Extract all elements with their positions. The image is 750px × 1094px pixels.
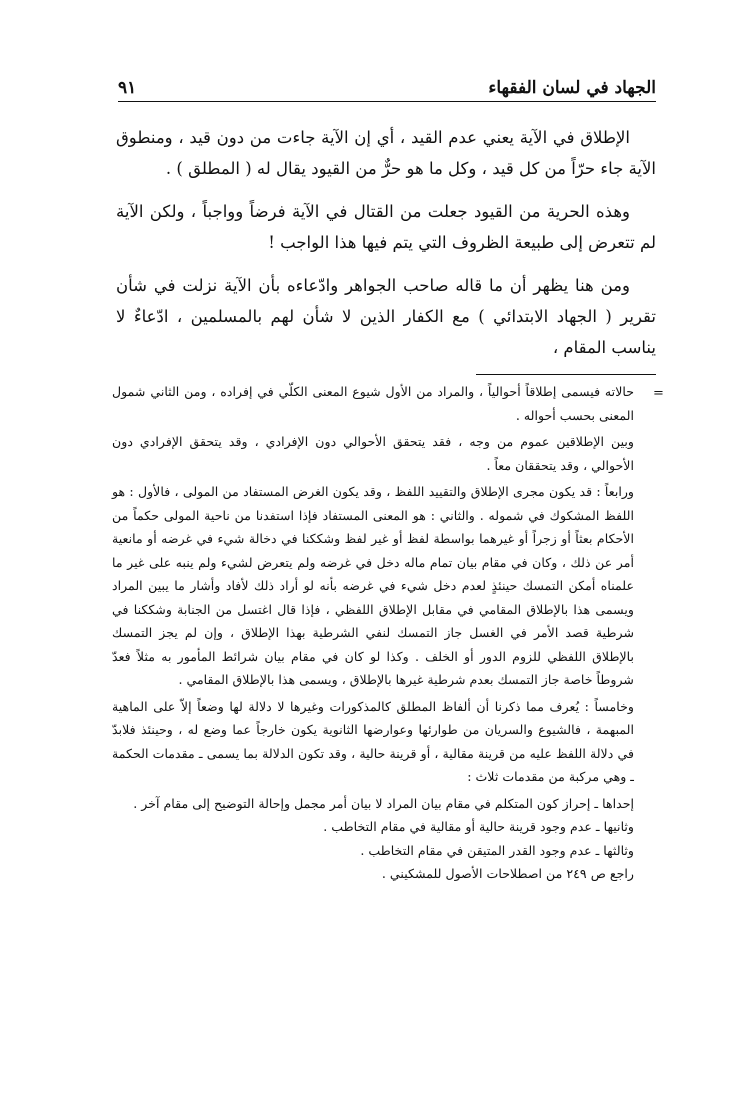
footnote-paragraph: ورابعاً : قد يكون مجرى الإطلاق والتقييد اللفظ ، وقد يكون الغرض المستفاد من المولى ، فالأول : هو اللفظ المشكوك في شموله . والثاني : هو المعنى المستفاد فإذا استفدنا من ناحية المولى حكماً من الأحكام بعثاً أو زجراً أو غيرهما بواسطة لفظ أو غير لفظ وشككنا في دخالة شيء في غرضه أو مانعية أمر عن ذلك ، وكان في مقام بيان تمام ماله دخل في غرضه ولم يتعرض لشيء ولم ينبه على غير ما علمناه أمكن التمسك حينئذٍ لعدم دخل شيء في غرضه بأنه لو أراد ذلك لأفاد وأشار ما يبين المراد ويسمى هذا بالإطلاق المقامي في مقابل الإطلاق اللفظي ، فإذا قال اغتسل من الجنابة وشككنا في شرطية قصد الأمر في الغسل جاز التمسك لنفي الشرطية بهذا الإطلاق ، وإن لم يجز التمسك بالإطلاق اللفظي للزوم الدور أو الخلف . وكذا لو كان في مقام بيان شرائط المأمور به مثلاً فعدّ شروطاً خاصة جاز التمسك بعدم شرطية غيرها بالإطلاق ، ويسمى هذا بالإطلاق المقامي . bbox=[112, 484, 634, 687]
footnote-paragraph: وبين الإطلاقين عموم من وجه ، فقد يتحقق الأحوالي دون الإفرادي ، وقد يتحقق الإفرادي دون الأحوالي ، وقد يتحققان معاً . bbox=[112, 434, 634, 473]
running-title: الجهاد في لسان الفقهاء bbox=[488, 78, 656, 98]
running-header bbox=[118, 74, 656, 102]
footnote-paragraph: حالاته فيسمى إطلاقاً أحوالياً ، والمراد من الأول شيوع المعنى الكلّي في إفراده ، ومن الثاني شمول المعنى بحسب أحواله . bbox=[112, 384, 634, 423]
footnote-paragraph: إحداها ـ إحراز كون المتكلم في مقام بيان المراد لا بيان أمر مجمل وإحالة التوضيح إلى مقام آخر . bbox=[133, 795, 634, 811]
body-paragraph: الإطلاق في الآية يعني عدم القيد ، أي إن الآية جاءت من دون قيد ، ومنطوق الآية جاء حرّاً من كل قيد ، وكل ما هو حرٌّ من القيود يقال له ( المطلق ) . bbox=[116, 128, 656, 178]
footnote-reference: راجع ص ٢٤٩ من اصطلاحات الأصول للمشكيني . bbox=[381, 866, 634, 881]
footnote-paragraph: وخامساً : يُعرف مما ذكرنا أن ألفاظ المطلق كالمذكورات وغيرها لا دلالة لها وضعاً إلاّ على الماهية المبهمة ، فالشيوع والسريان من طوارئها وعوارضها الثانوية يكون خارجاً عما وضع له ، وحينئذ فلابدّ في دلالة اللفظ عليه من قرينة مقالية ، أو قرينة حالية ، وقد تكون الدلالة بما يسمى ـ مقدمات الحكمة ـ وهي مركبة من مقدمات ثلاث : bbox=[112, 698, 634, 784]
page-number: ٩١ bbox=[118, 78, 137, 98]
footnote-separator bbox=[476, 374, 656, 375]
body-paragraph: ومن هنا يظهر أن ما قاله صاحب الجواهر وادّعاءه بأن الآية نزلت في شأن تقرير ( الجهاد الابتدائي ) مع الكفار الذين لا شأن لهم بالمسلمين ، ادّعاءٌ لا يناسب المقام ، bbox=[116, 276, 656, 357]
footnotes bbox=[112, 380, 634, 886]
body-paragraph: وهذه الحرية من القيود جعلت من القتال في الآية فرضاً وواجباً ، ولكن الآية لم تتعرض إلى طبيعة الظروف التي يتم فيها هذا الواجب ! bbox=[116, 202, 656, 252]
main-text bbox=[116, 122, 656, 375]
footnote-paragraph: وثالثها ـ عدم وجود القدر المتيقن في مقام التخاطب . bbox=[360, 842, 634, 858]
footnote-paragraph: وثانيها ـ عدم وجود قرينة حالية أو مقالية في مقام التخاطب . bbox=[323, 819, 634, 834]
footnote-continuation-marker: = bbox=[653, 386, 664, 401]
